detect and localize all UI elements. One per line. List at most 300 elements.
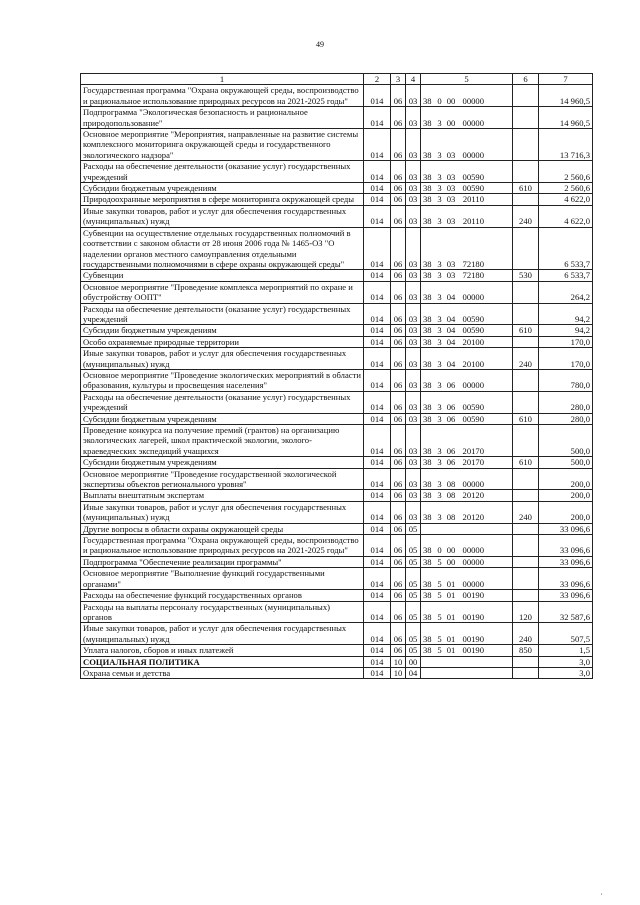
row-name-cell: Проведение конкурса на получение премий (грантов) на организацию экологических лагерей, школ практической экологии, эколого-краеведческих экспедиций учащихся xyxy=(81,425,364,457)
target-article-part: 00 xyxy=(446,95,456,106)
table-row xyxy=(81,391,593,413)
row-name-cell: Расходы на выплаты персоналу государственных (муниципальных) органов xyxy=(81,601,364,623)
target-article-part: 3 xyxy=(437,402,442,413)
subsection-code-cell: 05 xyxy=(406,523,421,534)
target-article-part: 38 xyxy=(423,117,432,128)
ministry-code-cell: 014 xyxy=(364,413,391,424)
table-row xyxy=(81,281,593,303)
target-article-part: 03 xyxy=(446,194,456,205)
ministry-code-cell: 014 xyxy=(364,270,391,281)
expense-type-cell xyxy=(513,336,539,347)
expense-type-cell: 240 xyxy=(513,205,539,227)
target-article-part: 00590 xyxy=(462,313,484,324)
target-article-part: 01 xyxy=(446,611,456,622)
amount-cell: 33 096,6 xyxy=(539,535,593,557)
target-article-part: 38 xyxy=(423,479,432,490)
target-article-part: 03 xyxy=(446,270,456,281)
table-row xyxy=(81,303,593,325)
target-article-part: 38 xyxy=(423,95,432,106)
row-name-cell: Иные закупки товаров, работ и услуг для обеспечения государственных (муниципальных) нужд xyxy=(81,501,364,523)
subsection-code-cell: 03 xyxy=(406,336,421,347)
table-row xyxy=(81,568,593,590)
ministry-code-cell: 014 xyxy=(364,85,391,107)
target-article-part: 00190 xyxy=(462,611,484,622)
amount-cell: 33 096,6 xyxy=(539,556,593,567)
row-name-cell: Основное мероприятие "Проведение экологических мероприятий в области образования, культуры и просвещения населения" xyxy=(81,369,364,391)
ministry-code-cell: 014 xyxy=(364,601,391,623)
header-col-1: 1 xyxy=(81,74,364,85)
corner-mark: , xyxy=(601,890,603,896)
expense-type-cell: 240 xyxy=(513,623,539,645)
target-article-part: 38 xyxy=(423,194,432,205)
section-code-cell: 06 xyxy=(391,227,406,270)
expense-type-cell xyxy=(513,468,539,490)
section-code-cell: 06 xyxy=(391,281,406,303)
target-article-part: 5 xyxy=(437,590,442,601)
target-article-part: 00190 xyxy=(462,645,484,656)
expense-type-cell xyxy=(513,667,539,678)
subsection-code-cell: 03 xyxy=(406,391,421,413)
subsection-code-cell: 05 xyxy=(406,535,421,557)
expense-type-cell xyxy=(513,656,539,667)
table-header-row xyxy=(81,74,593,85)
subsection-code-cell: 03 xyxy=(406,227,421,270)
target-article-part: 00 xyxy=(446,545,456,556)
row-name-cell: Иные закупки товаров, работ и услуг для обеспечения государственных (муниципальных) нужд xyxy=(81,205,364,227)
expense-type-cell xyxy=(513,129,539,161)
amount-cell: 280,0 xyxy=(539,413,593,424)
target-article-part: 04 xyxy=(446,325,456,336)
table-row xyxy=(81,336,593,347)
header-col-7: 7 xyxy=(539,74,593,85)
expense-type-cell xyxy=(513,523,539,534)
table-row xyxy=(81,205,593,227)
target-article-part: 06 xyxy=(446,413,456,424)
amount-cell: 1,5 xyxy=(539,645,593,656)
expense-type-cell: 240 xyxy=(513,348,539,370)
row-name-cell: Уплата налогов, сборов и иных платежей xyxy=(81,645,364,656)
subsection-code-cell: 04 xyxy=(406,667,421,678)
amount-cell: 200,0 xyxy=(539,490,593,501)
target-article-part: 38 xyxy=(423,578,432,589)
subsection-code-cell: 03 xyxy=(406,194,421,205)
target-article-part: 00000 xyxy=(462,149,484,160)
target-article-part: 3 xyxy=(437,479,442,490)
section-code-cell: 06 xyxy=(391,85,406,107)
target-article-part: 3 xyxy=(437,457,442,468)
target-article-part: 3 xyxy=(437,216,442,227)
section-code-cell: 06 xyxy=(391,413,406,424)
section-code-cell: 06 xyxy=(391,645,406,656)
target-article-cell xyxy=(421,468,513,490)
target-article-part: 38 xyxy=(423,358,432,369)
amount-cell: 14 960,5 xyxy=(539,107,593,129)
section-code-cell: 06 xyxy=(391,468,406,490)
ministry-code-cell: 014 xyxy=(364,227,391,270)
section-code-cell: 06 xyxy=(391,369,406,391)
target-article-part: 3 xyxy=(437,171,442,182)
target-article-part: 5 xyxy=(437,645,442,656)
target-article-part: 38 xyxy=(423,512,432,523)
section-code-cell: 06 xyxy=(391,623,406,645)
ministry-code-cell: 014 xyxy=(364,391,391,413)
ministry-code-cell: 014 xyxy=(364,645,391,656)
amount-cell: 3,0 xyxy=(539,667,593,678)
table-row xyxy=(81,227,593,270)
target-article-part: 38 xyxy=(423,336,432,347)
section-code-cell: 06 xyxy=(391,391,406,413)
ministry-code-cell: 014 xyxy=(364,281,391,303)
target-article-cell xyxy=(421,601,513,623)
target-article-cell xyxy=(421,523,513,534)
row-name-cell: Расходы на обеспечение деятельности (оказание услуг) государственных учреждений xyxy=(81,161,364,183)
row-name-cell: Субсидии бюджетным учреждениям xyxy=(81,325,364,336)
target-article-part: 08 xyxy=(446,479,456,490)
target-article-part: 72180 xyxy=(462,258,484,269)
row-name-cell: СОЦИАЛЬНАЯ ПОЛИТИКА xyxy=(81,656,364,667)
header-col-4: 4 xyxy=(406,74,421,85)
target-article-part: 00 xyxy=(446,556,456,567)
amount-cell: 500,0 xyxy=(539,457,593,468)
section-code-cell: 06 xyxy=(391,107,406,129)
amount-cell: 2 560,6 xyxy=(539,161,593,183)
target-article-part: 3 xyxy=(437,380,442,391)
ministry-code-cell: 014 xyxy=(364,194,391,205)
target-article-part: 38 xyxy=(423,556,432,567)
expense-type-cell xyxy=(513,161,539,183)
target-article-part: 06 xyxy=(446,445,456,456)
target-article-part: 01 xyxy=(446,578,456,589)
target-article-part: 00590 xyxy=(462,402,484,413)
row-name-cell: Природоохранные мероприятия в сфере мониторинга окружающей среды xyxy=(81,194,364,205)
target-article-part: 3 xyxy=(437,292,442,303)
table-row xyxy=(81,601,593,623)
row-name-cell: Расходы на обеспечение деятельности (оказание услуг) государственных учреждений xyxy=(81,391,364,413)
section-code-cell: 06 xyxy=(391,568,406,590)
section-code-cell: 10 xyxy=(391,656,406,667)
target-article-part: 03 xyxy=(446,149,456,160)
target-article-part: 38 xyxy=(423,183,432,194)
target-article-part: 00000 xyxy=(462,380,484,391)
amount-cell: 200,0 xyxy=(539,501,593,523)
section-code-cell: 06 xyxy=(391,535,406,557)
table-row xyxy=(81,425,593,457)
amount-cell: 500,0 xyxy=(539,425,593,457)
subsection-code-cell: 03 xyxy=(406,205,421,227)
section-code-cell: 06 xyxy=(391,205,406,227)
subsection-code-cell: 03 xyxy=(406,468,421,490)
target-article-cell xyxy=(421,85,513,107)
target-article-part: 20110 xyxy=(462,194,484,205)
target-article-part: 3 xyxy=(437,117,442,128)
target-article-cell xyxy=(421,425,513,457)
row-name-cell: Основное мероприятие "Выполнение функций государственными органами" xyxy=(81,568,364,590)
target-article-cell xyxy=(421,667,513,678)
ministry-code-cell: 014 xyxy=(364,568,391,590)
target-article-part: 5 xyxy=(437,633,442,644)
row-name-cell: Особо охраняемые природные территории xyxy=(81,336,364,347)
subsection-code-cell: 03 xyxy=(406,270,421,281)
subsection-code-cell: 03 xyxy=(406,107,421,129)
target-article-part: 03 xyxy=(446,216,456,227)
target-article-cell xyxy=(421,556,513,567)
table-row xyxy=(81,590,593,601)
ministry-code-cell: 014 xyxy=(364,303,391,325)
expense-type-cell: 120 xyxy=(513,601,539,623)
table-row xyxy=(81,490,593,501)
target-article-part: 00000 xyxy=(462,479,484,490)
row-name-cell: Основное мероприятие "Мероприятия, направленные на развитие системы комплексного мониторинга окружающей среды и государственного экологического надзора" xyxy=(81,129,364,161)
expense-type-cell: 850 xyxy=(513,645,539,656)
subsection-code-cell: 03 xyxy=(406,425,421,457)
section-code-cell: 06 xyxy=(391,490,406,501)
expense-type-cell xyxy=(513,107,539,129)
amount-cell: 170,0 xyxy=(539,348,593,370)
target-article-part: 00000 xyxy=(462,578,484,589)
subsection-code-cell: 03 xyxy=(406,325,421,336)
subsection-code-cell: 03 xyxy=(406,183,421,194)
target-article-cell xyxy=(421,183,513,194)
subsection-code-cell: 03 xyxy=(406,85,421,107)
expense-type-cell xyxy=(513,490,539,501)
budget-table xyxy=(80,73,593,679)
table-row xyxy=(81,523,593,534)
section-code-cell: 06 xyxy=(391,336,406,347)
target-article-part: 3 xyxy=(437,183,442,194)
target-article-part: 03 xyxy=(446,183,456,194)
target-article-part: 03 xyxy=(446,258,456,269)
table-row xyxy=(81,85,593,107)
section-code-cell: 06 xyxy=(391,303,406,325)
table-row xyxy=(81,129,593,161)
expense-type-cell: 610 xyxy=(513,413,539,424)
row-name-cell: Государственная программа "Охрана окружающей среды, воспроизводство и рациональное использование природных ресурсов на 2021-2025 годы" xyxy=(81,535,364,557)
expense-type-cell xyxy=(513,281,539,303)
target-article-part: 3 xyxy=(437,325,442,336)
target-article-part: 20170 xyxy=(462,445,484,456)
ministry-code-cell: 014 xyxy=(364,490,391,501)
target-article-part: 38 xyxy=(423,325,432,336)
amount-cell: 3,0 xyxy=(539,656,593,667)
row-name-cell: Субвенции на осуществление отдельных государственных полномочий в соответствии с законом области от 28 июня 2006 года № 1465-ОЗ "О наделении органов местного самоуправления отдельными государственными полномочиями в сфере охраны окружающей среды" xyxy=(81,227,364,270)
expense-type-cell xyxy=(513,535,539,557)
expense-type-cell xyxy=(513,425,539,457)
target-article-part: 00190 xyxy=(462,633,484,644)
expense-type-cell xyxy=(513,590,539,601)
target-article-part: 00000 xyxy=(462,292,484,303)
target-article-part: 00000 xyxy=(462,556,484,567)
expense-type-cell xyxy=(513,369,539,391)
expense-type-cell xyxy=(513,194,539,205)
target-article-cell xyxy=(421,490,513,501)
target-article-part: 38 xyxy=(423,413,432,424)
target-article-part: 00 xyxy=(446,117,456,128)
target-article-cell xyxy=(421,303,513,325)
subsection-code-cell: 05 xyxy=(406,645,421,656)
expense-type-cell: 610 xyxy=(513,457,539,468)
target-article-part: 3 xyxy=(437,194,442,205)
amount-cell: 170,0 xyxy=(539,336,593,347)
target-article-part: 3 xyxy=(437,358,442,369)
target-article-part: 3 xyxy=(437,413,442,424)
target-article-part: 3 xyxy=(437,490,442,501)
target-article-part: 5 xyxy=(437,611,442,622)
header-col-6: 6 xyxy=(513,74,539,85)
ministry-code-cell: 014 xyxy=(364,336,391,347)
target-article-cell xyxy=(421,336,513,347)
header-col-3: 3 xyxy=(391,74,406,85)
section-code-cell: 06 xyxy=(391,501,406,523)
subsection-code-cell: 05 xyxy=(406,601,421,623)
target-article-cell xyxy=(421,129,513,161)
section-code-cell: 06 xyxy=(391,270,406,281)
target-article-part: 38 xyxy=(423,457,432,468)
target-article-part: 3 xyxy=(437,512,442,523)
amount-cell: 264,2 xyxy=(539,281,593,303)
target-article-part: 0 xyxy=(437,545,442,556)
amount-cell: 14 960,5 xyxy=(539,85,593,107)
row-name-cell: Расходы на обеспечение функций государственных органов xyxy=(81,590,364,601)
row-name-cell: Иные закупки товаров, работ и услуг для обеспечения государственных (муниципальных) нужд xyxy=(81,623,364,645)
target-article-cell xyxy=(421,501,513,523)
amount-cell: 780,0 xyxy=(539,369,593,391)
amount-cell: 32 587,6 xyxy=(539,601,593,623)
row-name-cell: Расходы на обеспечение деятельности (оказание услуг) государственных учреждений xyxy=(81,303,364,325)
ministry-code-cell: 014 xyxy=(364,107,391,129)
row-name-cell: Подпрограмма "Экологическая безопасность и рациональное природопользование" xyxy=(81,107,364,129)
row-name-cell: Субсидии бюджетным учреждениям xyxy=(81,183,364,194)
expense-type-cell xyxy=(513,556,539,567)
table-body xyxy=(81,85,593,679)
subsection-code-cell: 03 xyxy=(406,281,421,303)
target-article-part: 3 xyxy=(437,149,442,160)
expense-type-cell xyxy=(513,85,539,107)
table-row xyxy=(81,468,593,490)
ministry-code-cell: 014 xyxy=(364,523,391,534)
table-row xyxy=(81,348,593,370)
table-row xyxy=(81,656,593,667)
subsection-code-cell: 03 xyxy=(406,490,421,501)
ministry-code-cell: 014 xyxy=(364,556,391,567)
subsection-code-cell: 03 xyxy=(406,303,421,325)
subsection-code-cell: 03 xyxy=(406,501,421,523)
amount-cell: 280,0 xyxy=(539,391,593,413)
amount-cell: 200,0 xyxy=(539,468,593,490)
target-article-cell xyxy=(421,590,513,601)
target-article-part: 5 xyxy=(437,578,442,589)
row-name-cell: Субсидии бюджетным учреждениям xyxy=(81,413,364,424)
target-article-cell xyxy=(421,281,513,303)
expense-type-cell xyxy=(513,303,539,325)
target-article-part: 00000 xyxy=(462,95,484,106)
subsection-code-cell: 00 xyxy=(406,656,421,667)
ministry-code-cell: 014 xyxy=(364,590,391,601)
target-article-part: 3 xyxy=(437,445,442,456)
ministry-code-cell: 014 xyxy=(364,348,391,370)
table-row xyxy=(81,369,593,391)
section-code-cell: 06 xyxy=(391,161,406,183)
target-article-part: 20100 xyxy=(462,358,484,369)
target-article-part: 03 xyxy=(446,171,456,182)
amount-cell: 6 533,7 xyxy=(539,270,593,281)
ministry-code-cell: 014 xyxy=(364,183,391,194)
target-article-cell xyxy=(421,457,513,468)
table-row xyxy=(81,645,593,656)
table-row xyxy=(81,183,593,194)
table-row xyxy=(81,623,593,645)
section-code-cell: 06 xyxy=(391,523,406,534)
amount-cell: 4 622,0 xyxy=(539,194,593,205)
target-article-part: 38 xyxy=(423,590,432,601)
target-article-part: 04 xyxy=(446,292,456,303)
row-name-cell: Охрана семьи и детства xyxy=(81,667,364,678)
ministry-code-cell: 014 xyxy=(364,369,391,391)
subsection-code-cell: 03 xyxy=(406,161,421,183)
expense-type-cell xyxy=(513,227,539,270)
section-code-cell: 06 xyxy=(391,425,406,457)
table-row xyxy=(81,667,593,678)
target-article-cell xyxy=(421,369,513,391)
header-col-2: 2 xyxy=(364,74,391,85)
target-article-part: 38 xyxy=(423,402,432,413)
target-article-part: 38 xyxy=(423,149,432,160)
target-article-part: 38 xyxy=(423,490,432,501)
table-row xyxy=(81,413,593,424)
amount-cell: 6 533,7 xyxy=(539,227,593,270)
target-article-part: 20170 xyxy=(462,457,484,468)
section-code-cell: 06 xyxy=(391,590,406,601)
target-article-part: 20110 xyxy=(462,216,484,227)
ministry-code-cell: 014 xyxy=(364,457,391,468)
target-article-part: 00590 xyxy=(462,413,484,424)
table-row xyxy=(81,535,593,557)
target-article-part: 3 xyxy=(437,258,442,269)
target-article-part: 20120 xyxy=(462,490,484,501)
target-article-part: 04 xyxy=(446,336,456,347)
table-row xyxy=(81,270,593,281)
row-name-cell: Субвенции xyxy=(81,270,364,281)
target-article-part: 00590 xyxy=(462,171,484,182)
expense-type-cell: 610 xyxy=(513,183,539,194)
target-article-part: 38 xyxy=(423,313,432,324)
target-article-part: 01 xyxy=(446,645,456,656)
target-article-part: 3 xyxy=(437,313,442,324)
target-article-part: 38 xyxy=(423,645,432,656)
section-code-cell: 06 xyxy=(391,457,406,468)
table-row xyxy=(81,457,593,468)
header-col-5: 5 xyxy=(421,74,513,85)
target-article-part: 3 xyxy=(437,336,442,347)
target-article-part: 3 xyxy=(437,270,442,281)
expense-type-cell xyxy=(513,391,539,413)
target-article-part: 06 xyxy=(446,380,456,391)
amount-cell: 33 096,6 xyxy=(539,568,593,590)
row-name-cell: Государственная программа "Охрана окружающей среды, воспроизводство и рациональное использование природных ресурсов на 2021-2025 годы" xyxy=(81,85,364,107)
subsection-code-cell: 05 xyxy=(406,623,421,645)
subsection-code-cell: 03 xyxy=(406,413,421,424)
target-article-part: 04 xyxy=(446,313,456,324)
target-article-part: 00190 xyxy=(462,590,484,601)
ministry-code-cell: 014 xyxy=(364,205,391,227)
table-row xyxy=(81,107,593,129)
target-article-part: 38 xyxy=(423,445,432,456)
amount-cell: 94,2 xyxy=(539,325,593,336)
subsection-code-cell: 05 xyxy=(406,556,421,567)
table-row xyxy=(81,325,593,336)
row-name-cell: Другие вопросы в области охраны окружающей среды xyxy=(81,523,364,534)
section-code-cell: 06 xyxy=(391,183,406,194)
target-article-cell xyxy=(421,107,513,129)
